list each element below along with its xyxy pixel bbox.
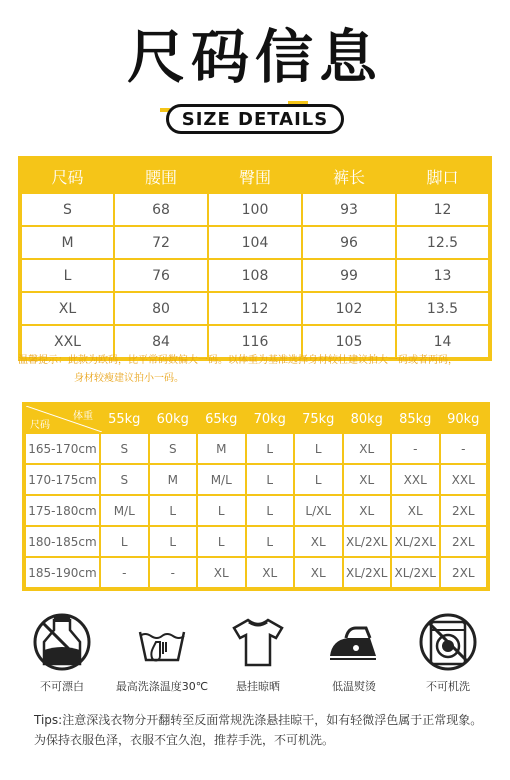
corner-size-label: 尺码: [30, 420, 50, 431]
care-instructions: [0, 612, 510, 702]
size-note-line1: 温馨提示：此款为欧码，比平常码数偏大一码。以体重为基准选择身材较壮建议拍大一码或者两码，: [18, 355, 458, 366]
size-note: [18, 352, 498, 388]
table-cell: XL: [343, 495, 392, 526]
table-cell: 84: [114, 325, 208, 359]
table-cell: 12.5: [396, 226, 490, 259]
table-cell: 108: [208, 259, 302, 292]
weight-header-cell: 90kg: [440, 404, 489, 433]
table-cell: L/XL: [294, 495, 343, 526]
table-cell: XL: [20, 292, 114, 325]
table-cell: L: [246, 495, 295, 526]
table-cell: XL/2XL: [391, 526, 440, 557]
size-table: [18, 156, 492, 361]
table-row: [20, 226, 490, 259]
table-cell: 2XL: [440, 495, 489, 526]
weight-size-table: [22, 402, 490, 591]
table-cell: S: [20, 193, 114, 226]
weight-header-cell: 85kg: [391, 404, 440, 433]
table-cell: XL: [391, 495, 440, 526]
table-cell: M/L: [100, 495, 149, 526]
table-cell: 13.5: [396, 292, 490, 325]
table-cell: 104: [208, 226, 302, 259]
table-cell: XXL: [20, 325, 114, 359]
table-cell: L: [20, 259, 114, 292]
table-cell: 2XL: [440, 526, 489, 557]
care-item-wash-30: [114, 612, 210, 694]
table-cell: XXL: [440, 464, 489, 495]
washing-tips: Tips:注意深浅衣物分开翻转至反面常规洗涤悬挂晾干，如有轻微浮色属于正常现象。为保持衣服色泽，衣服不宜久泡，推荐手洗，不可机洗。: [34, 713, 483, 747]
subtitle-badge: [166, 104, 344, 134]
table-cell: L: [246, 433, 295, 464]
height-cell: 185-190cm: [24, 557, 100, 589]
table-cell: 12: [396, 193, 490, 226]
table-cell: L: [246, 526, 295, 557]
table-row: [24, 526, 488, 557]
height-cell: 170-175cm: [24, 464, 100, 495]
table-cell: 13: [396, 259, 490, 292]
table-cell: L: [197, 526, 246, 557]
height-cell: 175-180cm: [24, 495, 100, 526]
table-cell: 14: [396, 325, 490, 359]
size-note-line2: 身材较瘦建议拍小一码。: [74, 373, 184, 384]
low-iron-icon: [324, 612, 384, 672]
table-cell: -: [391, 433, 440, 464]
table-row: [24, 495, 488, 526]
table-cell: S: [100, 464, 149, 495]
table-cell: L: [197, 495, 246, 526]
care-item-no-bleach: [14, 612, 110, 694]
care-item-hang-dry: [210, 612, 306, 694]
weight-header-cell: 75kg: [294, 404, 343, 433]
table-row: [24, 557, 488, 589]
size-header-cell: 臀围: [208, 158, 302, 193]
table-cell: 93: [302, 193, 396, 226]
table-cell: 105: [302, 325, 396, 359]
size-header-cell: 脚口: [396, 158, 490, 193]
weight-header-cell: 55kg: [100, 404, 149, 433]
table-cell: S: [149, 433, 198, 464]
table-cell: 116: [208, 325, 302, 359]
table-cell: XL: [294, 526, 343, 557]
weight-header-cell: 60kg: [149, 404, 198, 433]
table-cell: -: [149, 557, 198, 589]
table-row: [20, 292, 490, 325]
table-cell: 96: [302, 226, 396, 259]
care-label: 最高洗涤温度30℃: [115, 680, 209, 693]
table-cell: -: [100, 557, 149, 589]
weight-header-cell: 70kg: [246, 404, 295, 433]
table-cell: 68: [114, 193, 208, 226]
care-label: 不可机洗: [426, 680, 470, 693]
table-cell: XXL: [391, 464, 440, 495]
table-cell: XL/2XL: [343, 526, 392, 557]
care-label: 不可漂白: [40, 680, 84, 693]
table-row: [20, 259, 490, 292]
table-row: [24, 433, 488, 464]
table-cell: L: [149, 495, 198, 526]
table-cell: M: [149, 464, 198, 495]
table-cell: XL/2XL: [343, 557, 392, 589]
size-header-cell: 裤长: [302, 158, 396, 193]
table-row: [20, 193, 490, 226]
height-cell: 165-170cm: [24, 433, 100, 464]
table-cell: 72: [114, 226, 208, 259]
subtitle: SIZE DETAILS: [181, 108, 329, 130]
table-cell: 76: [114, 259, 208, 292]
table-cell: L: [294, 433, 343, 464]
table-cell: S: [100, 433, 149, 464]
table-cell: M: [20, 226, 114, 259]
table-cell: XL: [294, 557, 343, 589]
height-cell: 180-185cm: [24, 526, 100, 557]
table-row: [24, 464, 488, 495]
size-header-cell: 尺码: [20, 158, 114, 193]
table-cell: L: [149, 526, 198, 557]
table-cell: XL: [343, 464, 392, 495]
size-header-cell: 腰围: [114, 158, 208, 193]
corner-cell: [24, 404, 100, 433]
table-cell: 99: [302, 259, 396, 292]
weight-table-header: [24, 404, 488, 433]
table-cell: M/L: [197, 464, 246, 495]
table-cell: XL: [246, 557, 295, 589]
no-machine-wash-icon: [418, 612, 478, 672]
table-cell: XL: [197, 557, 246, 589]
care-label: 低温熨烫: [332, 680, 376, 693]
table-cell: L: [294, 464, 343, 495]
corner-weight-label: 体重: [73, 411, 93, 422]
table-cell: 2XL: [440, 557, 489, 589]
table-cell: L: [100, 526, 149, 557]
care-label: 悬挂晾晒: [236, 680, 280, 693]
care-item-low-iron: [306, 612, 402, 694]
hang-dry-icon: [228, 612, 288, 672]
size-table-header: [20, 158, 490, 193]
table-cell: M: [197, 433, 246, 464]
table-cell: -: [440, 433, 489, 464]
table-cell: XL: [343, 433, 392, 464]
no-bleach-icon: [32, 612, 92, 672]
table-cell: 112: [208, 292, 302, 325]
table-cell: L: [246, 464, 295, 495]
weight-header-cell: 80kg: [343, 404, 392, 433]
table-cell: 100: [208, 193, 302, 226]
table-cell: 102: [302, 292, 396, 325]
wash-30-icon: [132, 612, 192, 672]
table-cell: 80: [114, 292, 208, 325]
table-cell: XL/2XL: [391, 557, 440, 589]
weight-header-cell: 65kg: [197, 404, 246, 433]
page-title: 尺码信息: [126, 23, 383, 91]
care-item-no-machine-wash: [400, 612, 496, 694]
